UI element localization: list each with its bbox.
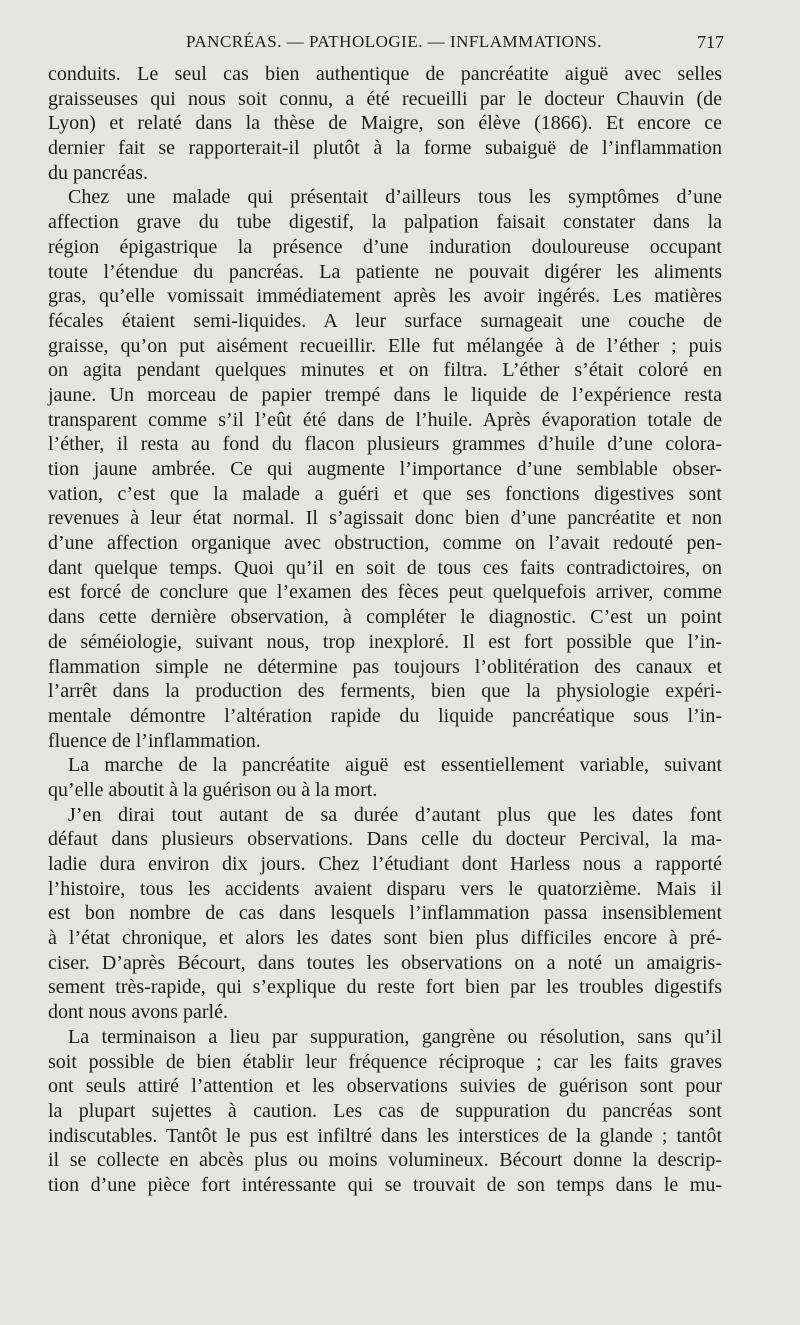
text-line: du pancréas. <box>48 161 148 184</box>
text-line: dernier fait se rapporterait-il plutôt à la forme subaiguë de l’inflammation <box>48 137 722 160</box>
text-line: qu’elle aboutit à la guérison ou à la mort. <box>48 778 378 801</box>
running-title: PANCRÉAS. — PATHOLOGIE. — INFLAMMATIONS. <box>186 32 602 51</box>
text-line: est bon nombre de cas dans lesquels l’inflammation passa insensiblement <box>48 902 722 925</box>
text-line: ont seuls attiré l’attention et les observations suivies de guérison sont pour <box>48 1075 722 1098</box>
text-line: gras, qu’elle vomissait immédiatement après les avoir ingérés. Les matières <box>48 285 722 308</box>
paragraph-first-line: J’en dirai tout autant de sa durée d’autant plus que les dates font <box>68 803 722 826</box>
text-line: graisse, qu’on put aisément recueillir. Elle fut mélangée à de l’éther ; puis <box>48 334 722 357</box>
text-line: la plupart sujettes à caution. Les cas de suppuration du pancréas sont <box>48 1099 722 1122</box>
body-text <box>48 62 722 1198</box>
text-line: dant quelque temps. Quoi qu’il en soit de tous ces faits contradictoires, on <box>48 556 722 579</box>
text-line: affection grave du tube digestif, la palpation faisait constater dans la <box>48 211 722 234</box>
text-line: tion jaune ambrée. Ce qui augmente l’importance d’une semblable obser- <box>48 458 722 480</box>
text-line: toute l’étendue du pancréas. La patiente ne pouvait digérer les aliments <box>48 260 722 283</box>
text-line: région épigastrique la présence d’une induration douloureuse occupant <box>48 235 722 258</box>
text-line: tion d’une pièce fort intéressante qui se trouvait de son temps dans le mu- <box>48 1173 722 1196</box>
text-line: revenues à leur état normal. Il s’agissait donc bien d’une pancréatite et non <box>48 507 722 530</box>
paragraph-first-line: La terminaison a lieu par suppuration, gangrène ou résolution, sans qu’il <box>68 1025 722 1048</box>
running-head <box>48 30 724 58</box>
text-line: l’histoire, tous les accidents avaient disparu vers le quatorzième. Mais il <box>48 877 722 900</box>
text-line: l’arrêt dans la production des ferments, bien que la physiologie expéri- <box>48 680 722 703</box>
text-line: est forcé de conclure que l’examen des fèces peut quelquefois arriver, comme <box>48 581 722 604</box>
paragraph-first-line: La marche de la pancréatite aiguë est essentiellement variable, suivant <box>68 754 722 777</box>
text-line: mentale démontre l’altération rapide du liquide pancréatique sous l’in- <box>48 704 722 727</box>
paragraph-first-line: Chez une malade qui présentait d’ailleurs tous les symptômes d’une <box>68 186 722 209</box>
text-line: flammation simple ne détermine pas toujours l’oblitération des canaux et <box>48 655 722 678</box>
text-line: il se collecte en abcès plus ou moins volumineux. Bécourt donne la descrip- <box>48 1149 722 1172</box>
text-line: soit possible de bien établir leur fréquence réciproque ; car les faits graves <box>48 1050 722 1073</box>
text-line: l’éther, il resta au fond du flacon plusieurs grammes d’huile d’une colora- <box>48 433 722 456</box>
text-line: Lyon) et relaté dans la thèse de Maigre, son élève (1866). Et encore ce <box>48 112 722 135</box>
text-line: sement très-rapide, qui s’explique du reste fort bien par les troubles digestifs <box>48 976 722 999</box>
text-line: à l’état chronique, et alors les dates sont bien plus difficiles encore à pré- <box>48 927 722 950</box>
text-line: vation, c’est que la malade a guéri et que ses fonctions digestives sont <box>48 482 722 505</box>
text-line: ciser. D’après Bécourt, dans toutes les observations on a noté un amaigris- <box>48 951 722 974</box>
text-line: graisseuses qui nous soit connu, a été recueilli par le docteur Chauvin (de <box>48 87 722 110</box>
text-line: dans cette dernière observation, à compléter le diagnostic. C’est un point <box>48 606 722 629</box>
text-line: transparent comme s’il l’eût été dans de l’huile. Après évaporation totale de <box>48 408 722 431</box>
text-line: ladie dura environ dix jours. Chez l’étudiant dont Harless nous a rapporté <box>48 853 722 875</box>
text-line: défaut dans plusieurs observations. Dans celle du docteur Percival, la ma- <box>48 828 722 851</box>
text-line: conduits. Le seul cas bien authentique de pancréatite aiguë avec selles <box>48 63 722 85</box>
text-line: fécales étaient semi-liquides. A leur surface surnageait une couche de <box>48 309 722 332</box>
text-line: d’une affection organique avec obstruction, comme on l’avait redouté pen- <box>48 532 722 555</box>
text-line: dont nous avons parlé. <box>48 1001 228 1024</box>
text-line: indiscutables. Tantôt le pus est infiltré dans les interstices de la glande ; tantôt <box>48 1124 722 1147</box>
text-line: de séméiologie, suivant nous, trop inexploré. Il est fort possible que l’in- <box>48 630 722 653</box>
page-number: 717 <box>697 32 724 52</box>
text-line: fluence de l’inflammation. <box>48 729 261 752</box>
text-line: jaune. Un morceau de papier trempé dans le liquide de l’expérience resta <box>48 383 722 406</box>
text-line: on agita pendant quelques minutes et on filtra. L’éther s’était coloré en <box>48 359 722 382</box>
